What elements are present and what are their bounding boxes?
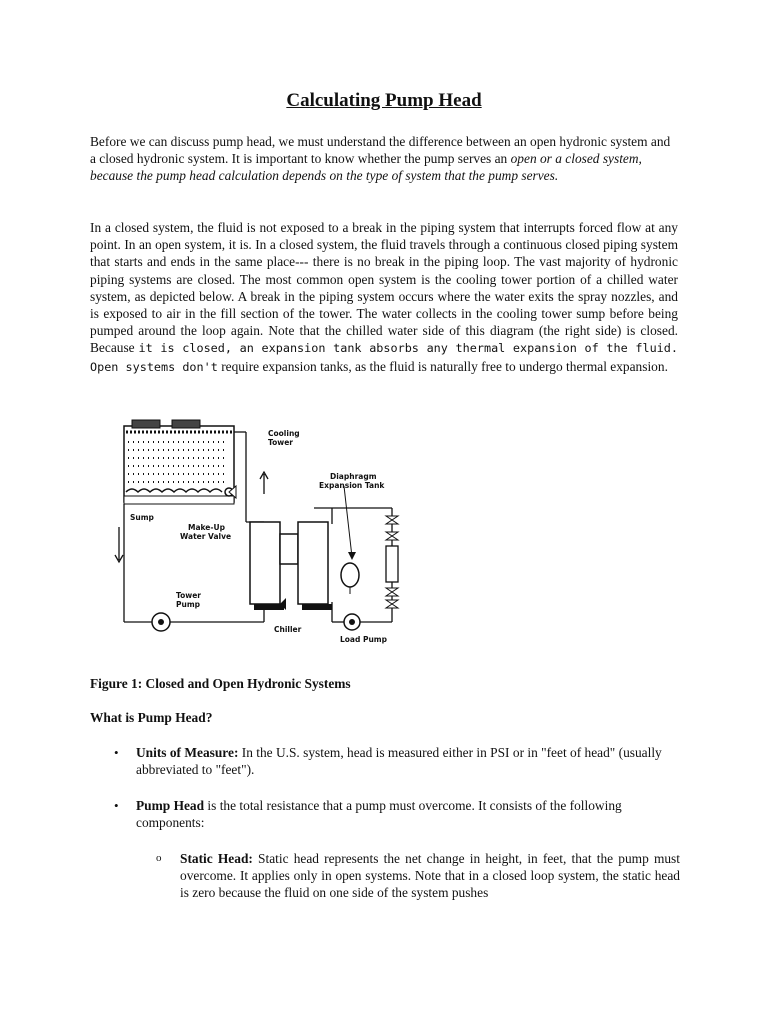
label-tower-pump-2: Pump	[176, 600, 201, 609]
intro-italic-text: open or a closed system, because the pump head calculation depends on the type of system that the pump serves.	[90, 151, 642, 184]
label-makeup-1: Make-Up	[188, 523, 225, 532]
bullet-glyph: •	[114, 745, 119, 760]
label-tower-pump-1: Tower	[176, 591, 201, 600]
down-arrow-icon	[115, 527, 123, 562]
chiller	[250, 522, 332, 610]
sub-bullet-glyph: o	[156, 852, 162, 864]
list-item-bold: Pump Head	[136, 798, 205, 813]
list-item-bold: Units of Measure:	[136, 745, 239, 760]
label-diaphragm-2: Expansion Tank	[319, 481, 385, 490]
label-makeup-2: Water Valve	[180, 532, 232, 541]
systems-mono-text: it is closed, an expansion tank absorbs any thermal expansion of the fluid. Open systems don't	[90, 341, 678, 374]
list-item-text	[136, 744, 680, 778]
label-cooling-tower-1: Cooling	[268, 429, 300, 438]
label-cooling-tower-2: Tower	[268, 438, 293, 447]
list-item-body: is the total resistance that a pump must overcome. It consists of the following components:	[136, 798, 622, 831]
systems-paragraph	[90, 219, 678, 376]
figure-caption: Figure 1: Closed and Open Hydronic Systems	[90, 676, 351, 691]
systems-end-text: require expansion tanks, as the fluid is naturally free to undergo thermal expansion.	[217, 358, 668, 374]
list-item-text	[136, 797, 680, 831]
load-pump	[344, 614, 360, 630]
label-load-pump: Load Pump	[340, 635, 387, 644]
label-diaphragm-1: Diaphragm	[330, 472, 377, 481]
label-sump: Sump	[130, 513, 154, 522]
intro-paragraph	[90, 133, 678, 185]
intro-text: Before we can discuss pump head, we must understand the difference between an open hydronic system and a closed hydronic system. It is important to know whether the pump serves an	[90, 134, 671, 167]
systems-text: In a closed system, the fluid is not exposed to a break in the piping system that interrupts forced flow at any point. In an open system, it is. In a closed system, the fluid travels through a continuous closed piping system that starts and ends in the same place--- there is no break in the piping loop. The vast majority of hydronic piping systems are closed. The most common open system is the cooling tower portion of a chilled water system, as depicted below. A break in the piping system occurs where the water exits the spray nozzles, and is exposed to air in the fill section of the tower. The water collects in the cooling tower sump before being pumped around the loop again. Note that the chilled water side of this diagram (the right side) is closed. Because	[90, 220, 678, 356]
expansion-tank	[341, 486, 359, 594]
label-chiller: Chiller	[274, 625, 302, 634]
sub-list-item-body: Static head represents the net change in height, in feet, that the pump must overcome. It applies only in open systems. Note that in a closed loop system, the static head is zero because the fluid on one side of the system pushes	[180, 851, 680, 901]
page-title: Calculating Pump Head	[286, 90, 482, 111]
section-heading: What is Pump Head?	[90, 710, 213, 725]
sub-list-item-bold: Static Head:	[180, 851, 253, 866]
bullet-glyph: •	[114, 798, 119, 813]
sub-list-item-text	[180, 850, 680, 902]
up-arrow-icon	[260, 472, 268, 494]
tower-pump	[152, 613, 170, 631]
hydronic-system-diagram	[104, 412, 414, 652]
cooling-tower	[124, 420, 234, 504]
list-item-body: In the U.S. system, head is measured either in PSI or in "feet of head" (usually abbreviated to "feet").	[136, 745, 662, 778]
